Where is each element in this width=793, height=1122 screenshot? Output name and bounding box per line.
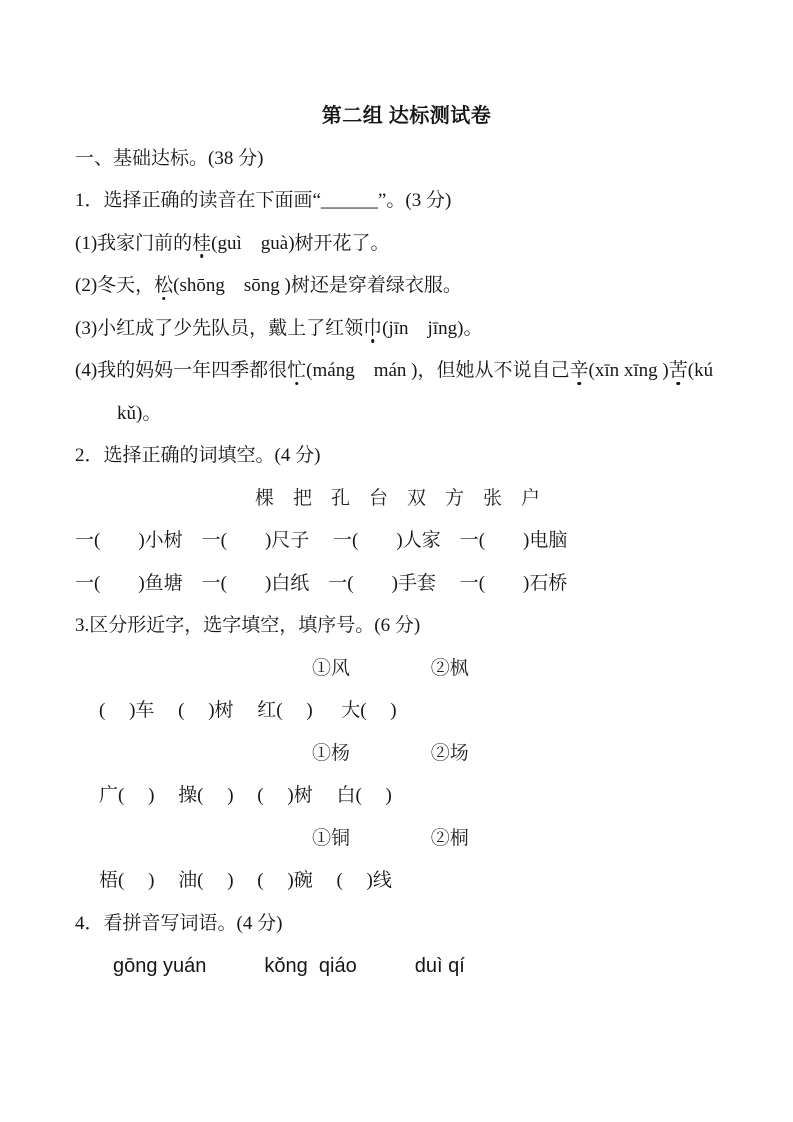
question-1-item-4-continued — [75, 393, 738, 436]
text-segment: (4)我的妈妈一年四季都很 — [75, 360, 288, 381]
question-3-fill-row-3: 梧( ) 油( ) ( )碗 ( )线 — [99, 870, 392, 891]
emphasized-char: 巾 — [363, 313, 382, 340]
pinyin-item-3: duì qí — [414, 955, 465, 977]
paper-title: 第二组 达标测试卷 — [321, 105, 492, 127]
question-3-prompt: 3.区分形近字，选字填空，填序号。(6 分) — [75, 615, 421, 636]
pinyin-item-2: kǒng qiáo — [264, 955, 357, 977]
text-segment: (guì guà)树开花了。 — [211, 232, 390, 254]
emphasized-char: 桂 — [192, 228, 211, 255]
text-segment: (shōng sōng )树还是穿着绿衣服。 — [173, 275, 462, 296]
text-segment: (kú — [687, 360, 714, 381]
question-3-options-group-1: ①风 ②枫 — [312, 657, 469, 679]
question-4-prompt: 4．看拼音写词语。(4 分) — [75, 912, 283, 934]
pinyin-row — [75, 945, 738, 988]
emphasized-char: 忙 — [287, 355, 306, 382]
pinyin-item-1: gōng yuán — [113, 955, 207, 977]
question-3-options-group-3: ①铜 ②桐 — [312, 827, 469, 849]
question-1-prompt: 1．选择正确的读音在下面画“______”。(3 分) — [75, 190, 452, 211]
emphasized-char: 苦 — [669, 355, 688, 382]
text-segment: (2)冬天， — [75, 275, 155, 296]
question-2-row-2: 一( )鱼塘 一( )白纸 一( )手套 一( )石桥 — [75, 572, 568, 594]
question-2-row-1: 一( )小树 一( )尺子 一( )人家 一( )电脑 — [75, 530, 568, 551]
question-3-options-group-2: ①杨 ②场 — [312, 742, 469, 764]
text-segment: (3)小红成了少先队员，戴上了红领 — [75, 317, 364, 339]
text-segment: (máng mán )，但她从不说自己 — [306, 360, 570, 381]
question-1-item-2 — [75, 265, 738, 308]
text-segment: (jīn jīng)。 — [382, 317, 483, 339]
question-3-fill-row-2: 广( ) 操( ) ( )树 白( ) — [99, 785, 392, 806]
section-1-heading: 一、基础达标。(38 分) — [75, 147, 264, 169]
word-bank: 棵 把 孔 台 双 方 张 户 — [255, 487, 541, 509]
emphasized-char: 松 — [154, 270, 173, 297]
text-segment: (1)我家门前的 — [75, 232, 193, 254]
text-segment: kǔ)。 — [117, 402, 162, 424]
question-1-item-3 — [75, 308, 738, 351]
question-2-prompt: 2．选择正确的词填空。(4 分) — [75, 445, 321, 466]
question-1-item-1 — [75, 223, 738, 266]
text-segment: (xīn xīng ) — [588, 360, 669, 381]
question-3-fill-row-1: ( )车 ( )树 红( ) 大( ) — [99, 700, 397, 721]
question-1-item-4 — [75, 350, 738, 393]
emphasized-char: 辛 — [570, 355, 589, 382]
